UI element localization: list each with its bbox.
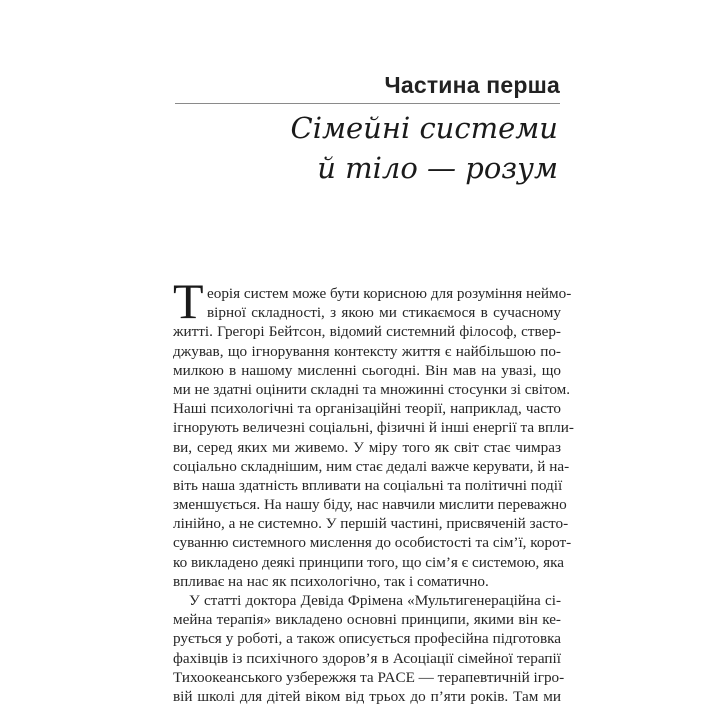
text-line: лінійно, а не системно. У першій частині, присвяченій засто- xyxy=(173,515,569,533)
chapter-title-line-1: Сімейні системи xyxy=(290,111,558,145)
text-line: вій школі для дітей віком від трьох до п’яти років. Там ми xyxy=(173,687,561,705)
text-line: рується у роботі, а також описується професійна підготовка xyxy=(173,630,561,648)
text-line: милкою в нашому мисленні сьогодні. Він мав на увазі, що xyxy=(173,361,561,379)
chapter-title xyxy=(291,108,559,188)
text-line: ми не здатні оцінити складні та множинні стосунки зі світом. xyxy=(173,380,571,398)
text-line: суванню системного мислення до особистості та сім’ї, корот- xyxy=(173,534,572,552)
text-line: Тихоокеанського узбережжя та PACE — терапевтичній ігро- xyxy=(173,668,565,686)
text-line: віть наша здатність впливати на соціальні та політичні події xyxy=(173,476,563,494)
text-line: вірної складності, з якою ми стикаємося в сучасному xyxy=(207,304,561,322)
drop-cap: Т xyxy=(173,273,204,329)
text-line: еорія систем може бути корисною для розуміння неймо- xyxy=(207,285,572,302)
text-line: зменшується. На нашу біду, нас навчили мислити переважно xyxy=(173,496,567,514)
body-text xyxy=(173,284,574,706)
text-line: джував, що ігнорування контексту життя є найбільшою по- xyxy=(173,342,561,360)
paragraph-1 xyxy=(173,284,574,591)
text-line: соціально складнішим, ним стає дедалі важче керувати, й на- xyxy=(173,457,570,475)
text-line: ко викладено деякі принципи того, що сім’я є системою, яка xyxy=(173,553,565,571)
text-line: фахівців із психічного здоров’я в Асоціації сімейної терапії xyxy=(173,649,561,667)
chapter-title-line-2: й тіло — розум xyxy=(317,151,558,185)
text-line: ви, серед яких ми живемо. У міру того як світ стає чимраз xyxy=(173,438,561,456)
text-line: ігнорують величезні соціальні, фізичні й інші енергії та впли- xyxy=(173,419,574,437)
part-label: Частина перша xyxy=(384,72,560,98)
text-line: впливає на нас як психологічно, так і соматично. xyxy=(173,572,489,590)
paragraph-2 xyxy=(173,591,565,706)
text-line: мейна терапія» викладено основні принципи, якими він ке- xyxy=(173,611,561,629)
text-line: Наші психологічні та організаційні теорії, наприклад, часто xyxy=(173,400,561,418)
divider-rule xyxy=(175,103,560,104)
text-line: житті. Грегорі Бейтсон, відомий системний філософ, ствер- xyxy=(173,323,561,341)
text-line: У статті доктора Девіда Фрімена «Мультигенераційна сі- xyxy=(189,592,561,609)
